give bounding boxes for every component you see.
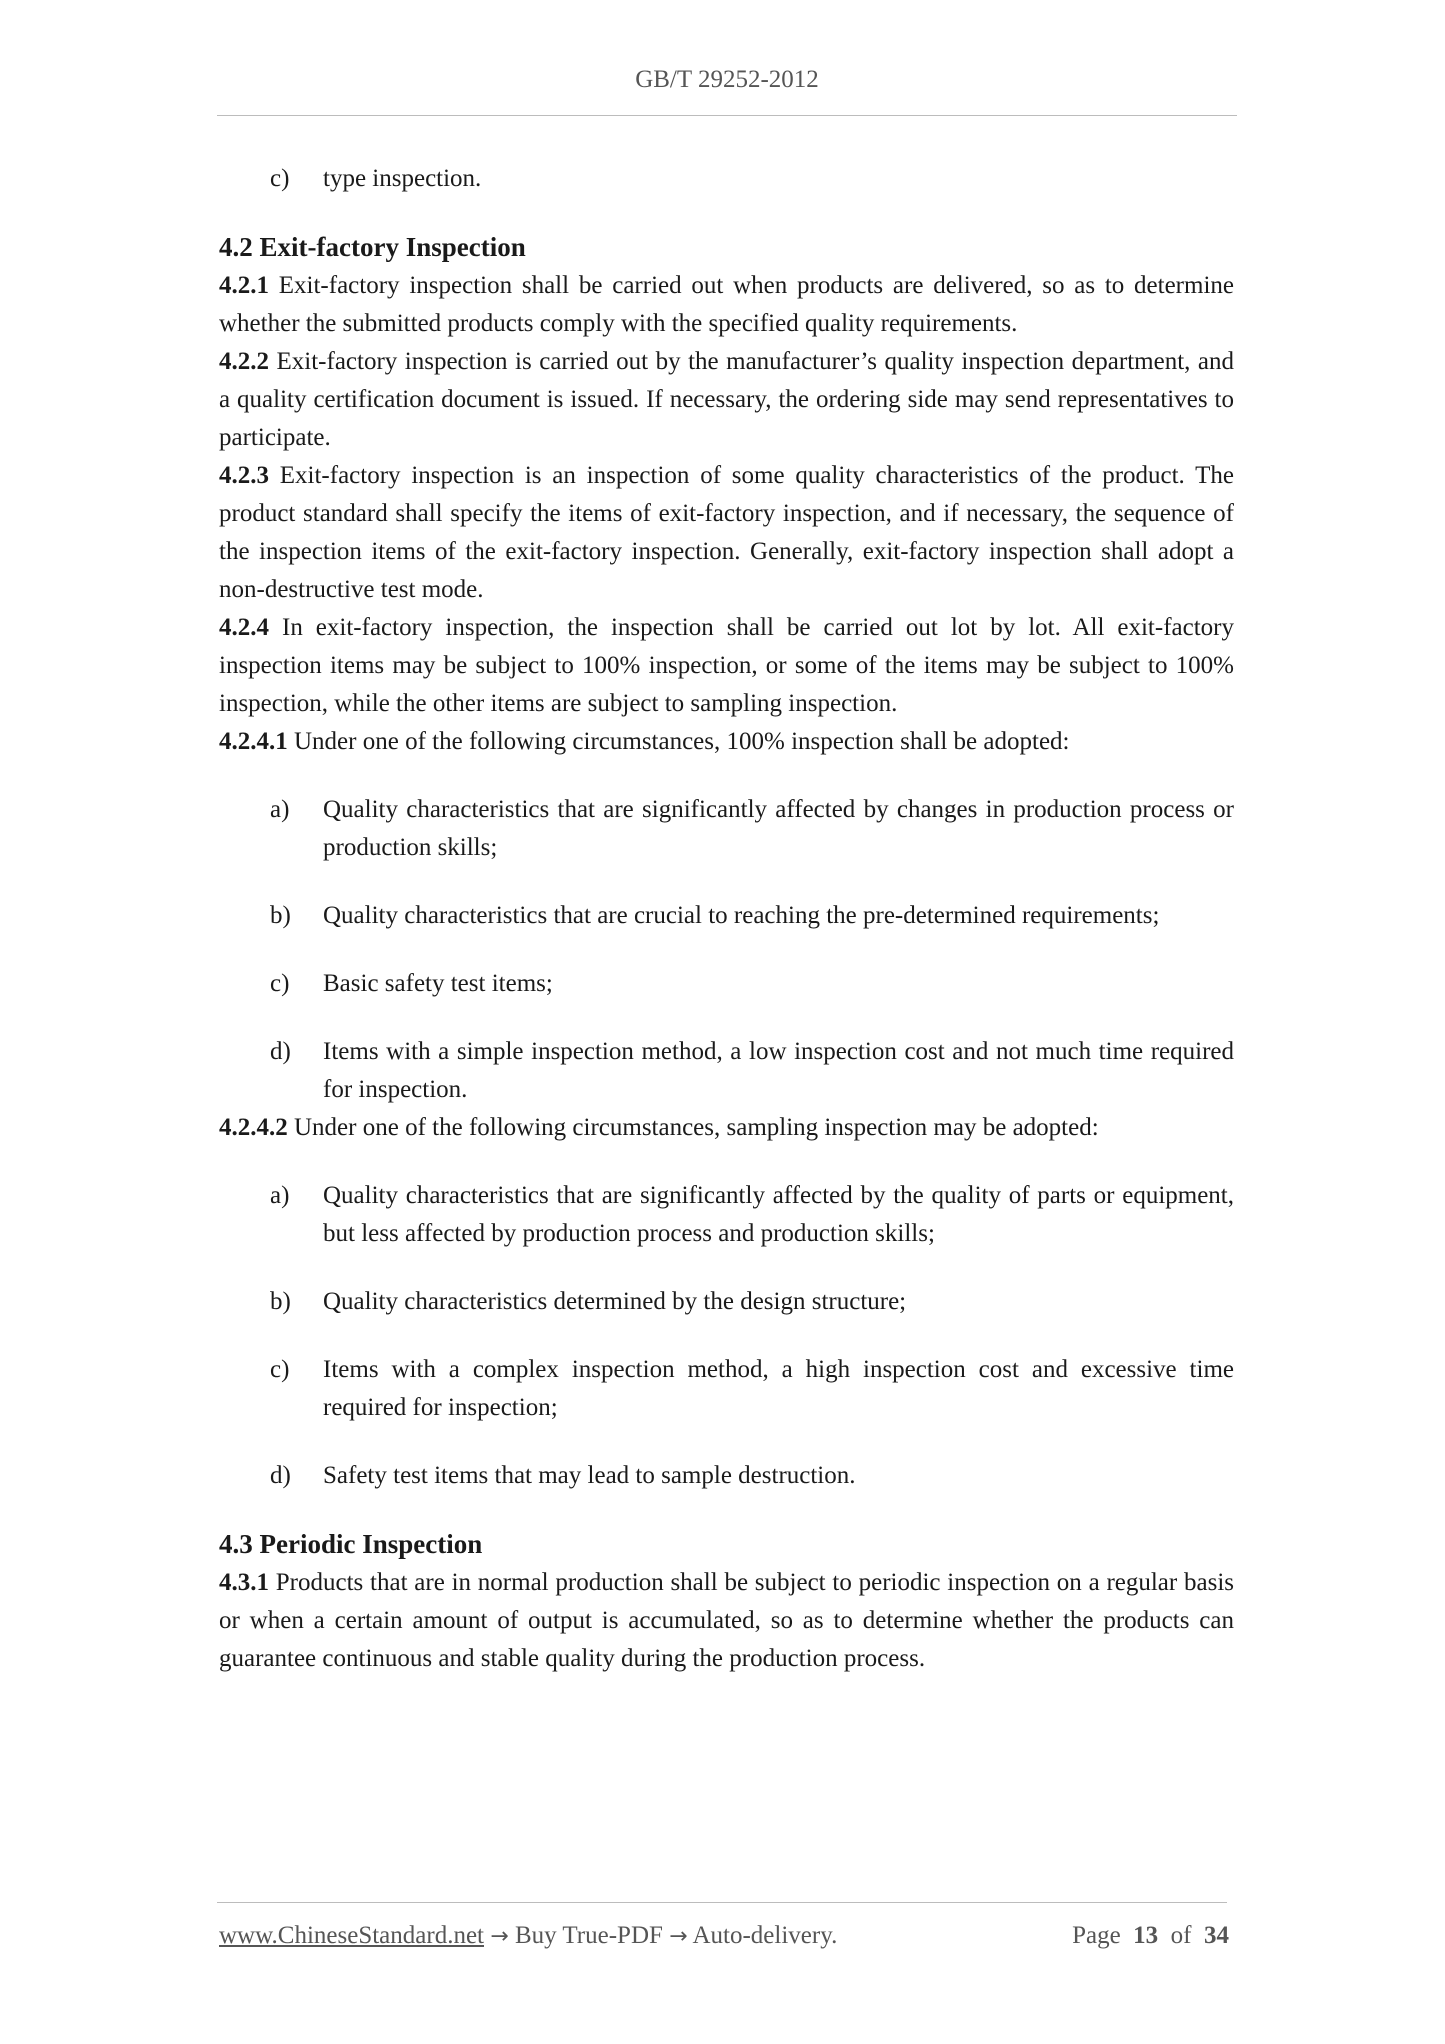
section-heading-4-3: 4.3 Periodic Inspection <box>219 1529 483 1559</box>
clause-4-2-4 <box>219 609 1234 723</box>
clause-text: Products that are in normal production shall be subject to periodic inspection on a regular basis or when a certain amount of output is accumulated, so as to determine whether the products can guarantee continuous and stable quality during the production process. <box>219 1569 1234 1672</box>
page-total: 34 <box>1204 1922 1229 1949</box>
list-item-label: b) <box>270 1288 291 1315</box>
list-item <box>219 1457 1234 1495</box>
clause-number: 4.2.4.2 <box>219 1114 288 1141</box>
list-item <box>219 897 1234 935</box>
list-item-text: Safety test items that may lead to sample destruction. <box>323 1462 856 1489</box>
list-item-text: Items with a simple inspection method, a low inspection cost and not much time required for inspection. <box>323 1038 1234 1103</box>
clause-text: Under one of the following circumstances, sampling inspection may be adopted: <box>287 1114 1099 1141</box>
header-divider <box>217 115 1237 116</box>
page-indicator <box>1072 1922 1229 1950</box>
clause-4-2-2 <box>219 343 1234 457</box>
clause-number: 4.2.4 <box>219 614 269 641</box>
list-item-text: Quality characteristics that are significantly affected by the quality of parts or equipment, but less affected by production process and production skills; <box>323 1182 1234 1247</box>
website-link[interactable]: www.ChineseStandard.net <box>219 1922 484 1949</box>
list-item <box>219 160 1234 198</box>
list-item-label: a) <box>270 1182 290 1209</box>
delivery-text: Auto-delivery. <box>687 1922 838 1949</box>
clause-4-2-4-1 <box>219 723 1234 761</box>
clause-text: Exit-factory inspection is carried out by the manufacturer’s quality inspection department, and a quality certification document is issued. If necessary, the ordering side may send representatives to participate. <box>219 348 1234 451</box>
list-item-label: b) <box>270 902 291 929</box>
clause-number: 4.2.1 <box>219 272 269 299</box>
clause-4-3-1 <box>219 1564 1234 1678</box>
clause-text: In exit-factory inspection, the inspection shall be carried out lot by lot. All exit-factory inspection items may be subject to 100% inspection, or some of the items may be subject to 100% inspection, while the other items are subject to sampling inspection. <box>219 614 1234 717</box>
list-item-label: c) <box>270 165 290 192</box>
page-current: 13 <box>1133 1922 1159 1949</box>
list-item-label: d) <box>270 1038 291 1065</box>
arrow-right-icon: → <box>669 1924 688 1949</box>
list-item-text: Quality characteristics that are significantly affected by changes in production process or production skills; <box>323 796 1234 861</box>
clause-4-2-1 <box>219 267 1234 343</box>
list-item <box>219 965 1234 1003</box>
list-item-label: c) <box>270 1356 290 1383</box>
page-header: GB/T 29252-2012 <box>635 66 819 93</box>
clause-number: 4.3.1 <box>219 1569 269 1596</box>
list-item-label: d) <box>270 1462 291 1489</box>
buy-text: Buy True-PDF <box>508 1922 670 1949</box>
clause-number: 4.2.2 <box>219 348 269 375</box>
list-item <box>219 1177 1234 1253</box>
clause-number: 4.2.3 <box>219 462 269 489</box>
page-word: Page <box>1072 1922 1121 1949</box>
arrow-right-icon: → <box>490 1924 509 1949</box>
list-item-text: Basic safety test items; <box>323 970 553 997</box>
clause-4-2-4-2 <box>219 1109 1234 1147</box>
page-of: of <box>1170 1922 1192 1949</box>
list-item <box>219 1283 1234 1321</box>
clause-4-2-3 <box>219 457 1234 609</box>
clause-text: Exit-factory inspection is an inspection of some quality characteristics of the product. The product standard shall specify the items of exit-factory inspection, and if necessary, the sequence of the inspection items of the exit-factory inspection. Generally, exit-factory inspection shall adopt a non-destructive test mode. <box>219 462 1234 603</box>
list-item <box>219 791 1234 867</box>
footer-promo <box>219 1922 837 1950</box>
document-body <box>219 160 1234 1678</box>
list-item-text: Items with a complex inspection method, a high inspection cost and excessive time required for inspection; <box>323 1356 1234 1421</box>
page-footer <box>219 1922 1229 1950</box>
list-item-label: a) <box>270 796 290 823</box>
footer-divider <box>217 1902 1227 1903</box>
list-item <box>219 1351 1234 1427</box>
list-item-label: c) <box>270 970 290 997</box>
list-item <box>219 1033 1234 1109</box>
list-item-text: Quality characteristics that are crucial to reaching the pre-determined requirements; <box>323 902 1160 929</box>
clause-number: 4.2.4.1 <box>219 728 288 755</box>
section-heading-4-2: 4.2 Exit-factory Inspection <box>219 232 526 262</box>
list-item-text: Quality characteristics determined by the design structure; <box>323 1288 907 1315</box>
list-item-text: type inspection. <box>323 165 482 192</box>
clause-text: Under one of the following circumstances, 100% inspection shall be adopted: <box>287 728 1070 755</box>
clause-text: Exit-factory inspection shall be carried out when products are delivered, so as to determine whether the submitted products comply with the specified quality requirements. <box>219 272 1234 337</box>
